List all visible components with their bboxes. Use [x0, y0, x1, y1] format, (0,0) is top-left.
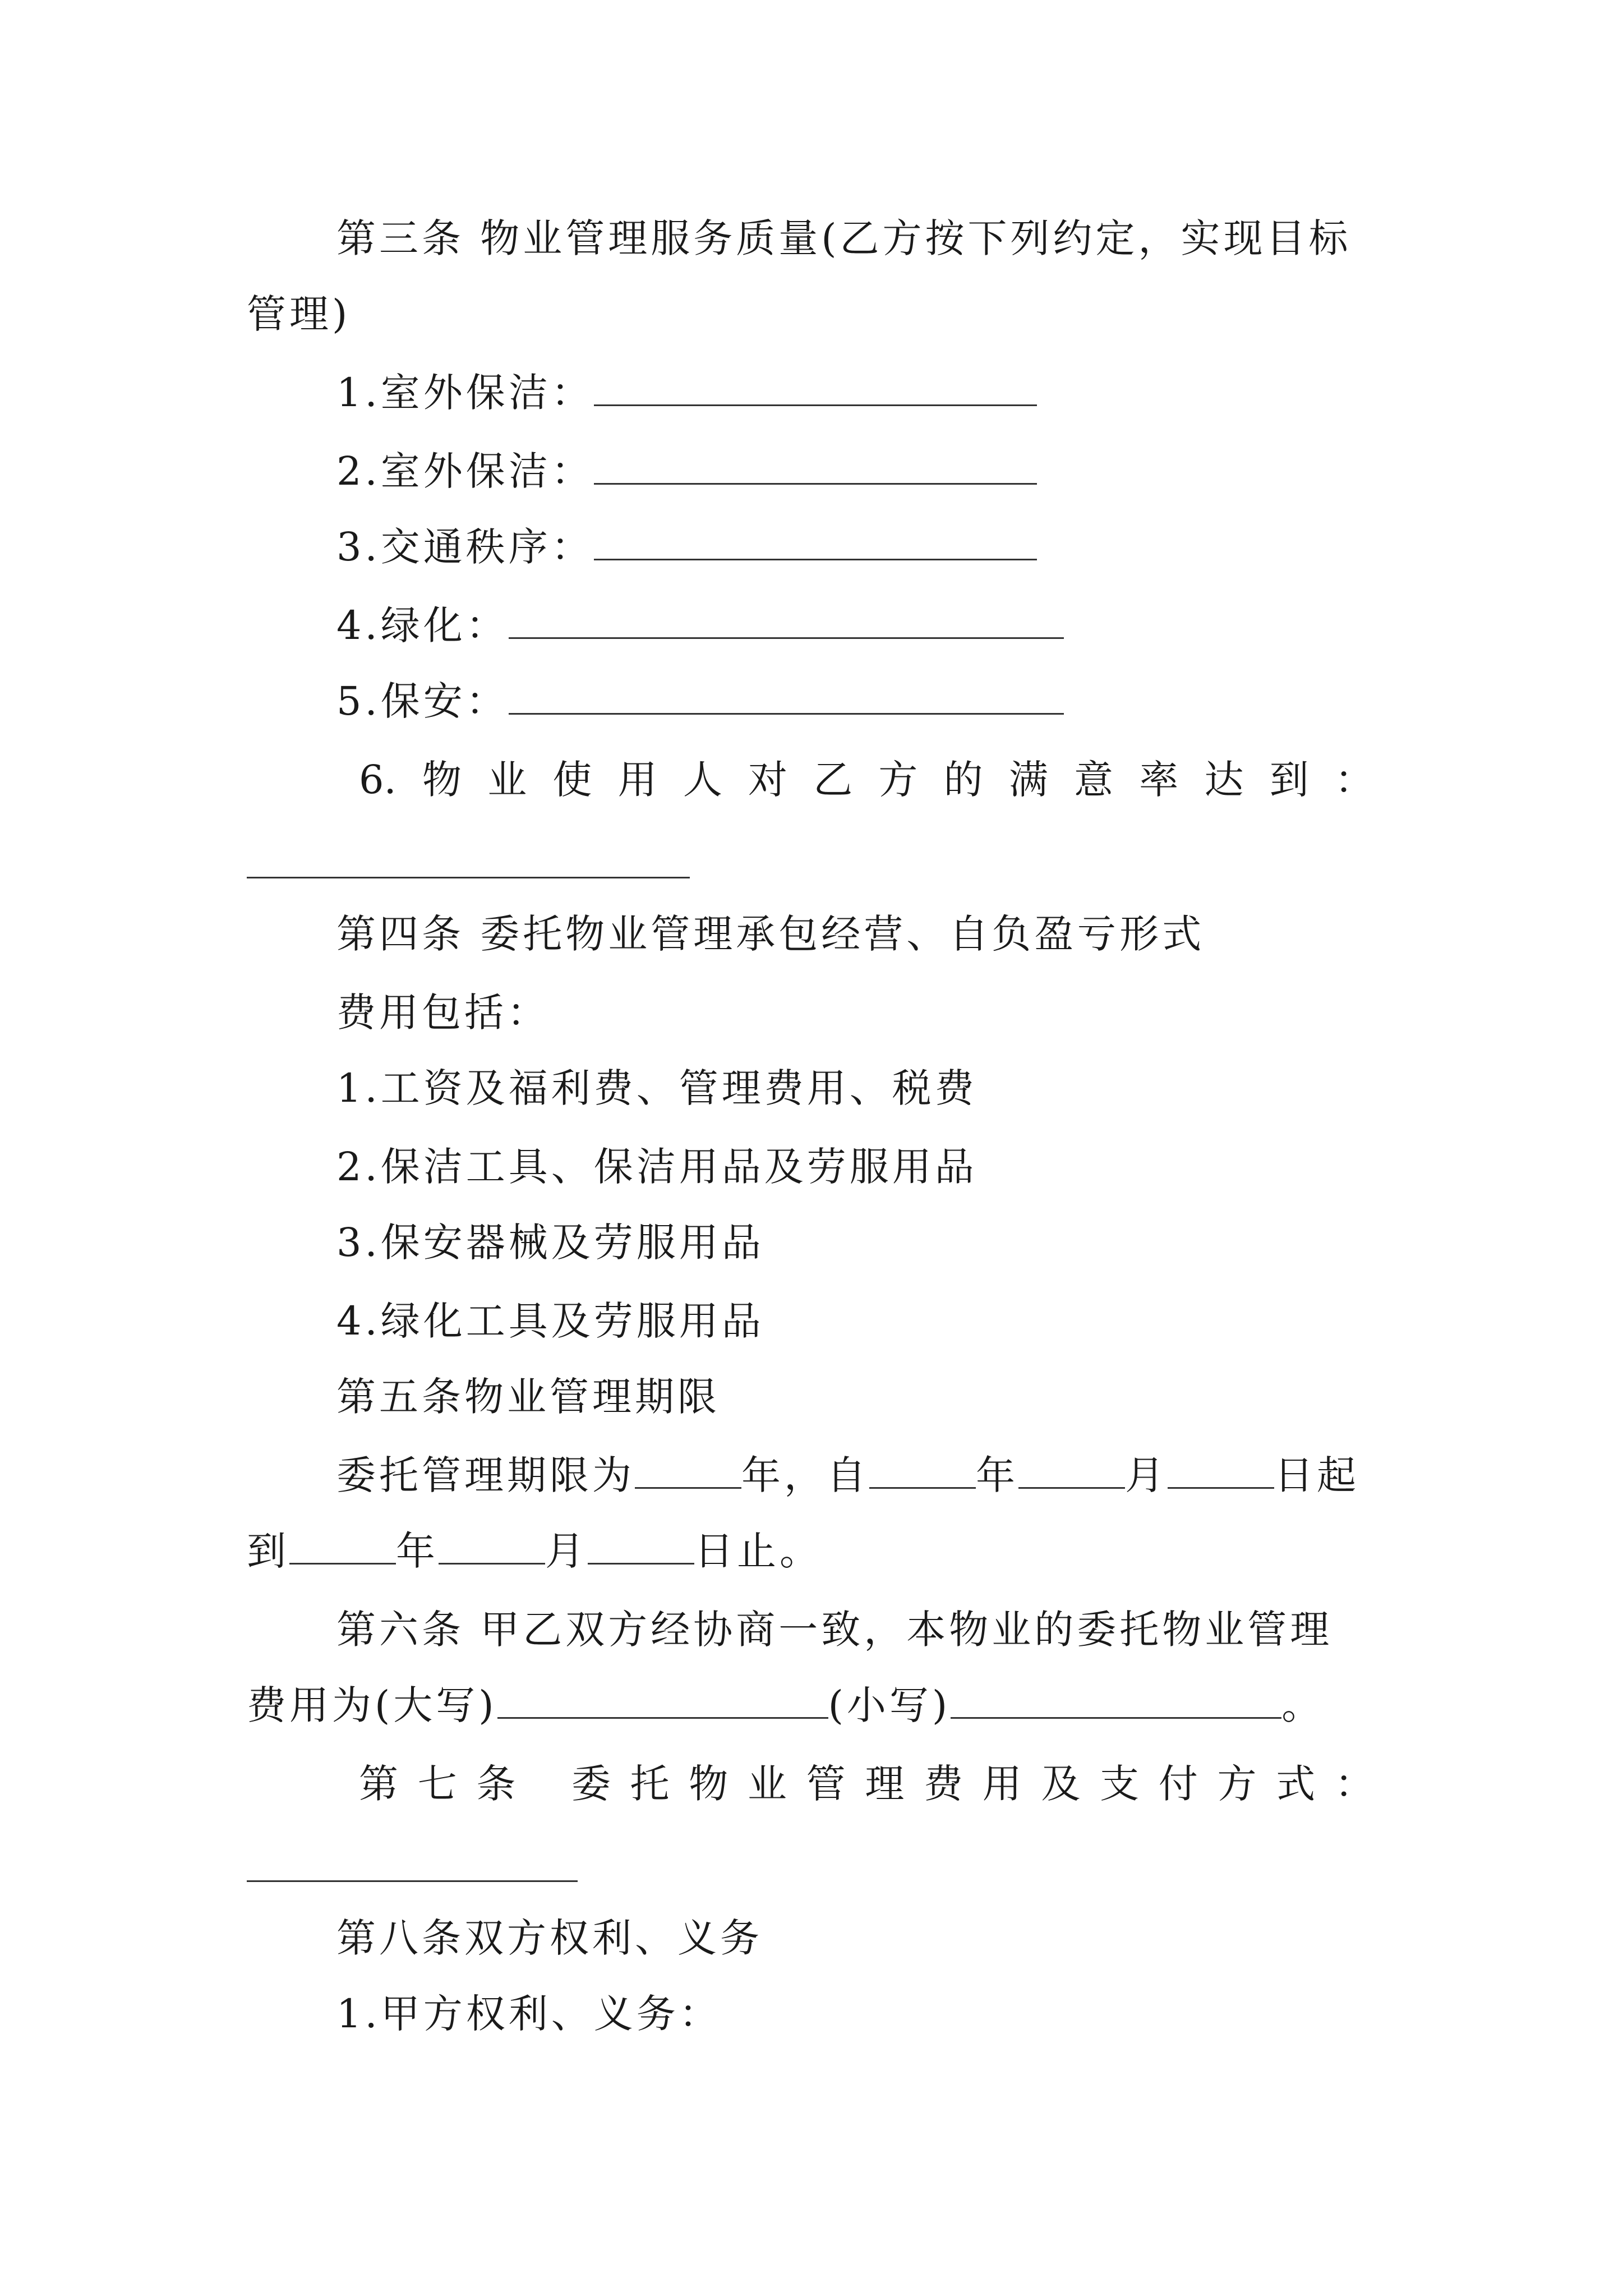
article3-item-5: [336, 676, 1064, 726]
char: 意: [1074, 757, 1114, 803]
article3-item-1: [336, 367, 1037, 418]
char: 第: [359, 1761, 398, 1807]
char: 理: [865, 1761, 905, 1807]
char: 费: [924, 1761, 963, 1807]
article8-title: 第八条双方权利、义务: [336, 1915, 763, 1961]
char: 式: [1276, 1761, 1316, 1807]
article3-item-6: [359, 754, 1374, 805]
start-day-blank[interactable]: [1168, 1452, 1274, 1489]
fill-blank[interactable]: [594, 448, 1037, 485]
article7-blank[interactable]: [247, 1880, 578, 1882]
article5-title: 第五条物业管理期限: [336, 1374, 720, 1420]
article3-item6-blank[interactable]: [247, 877, 690, 878]
item-label: 4.绿化：: [336, 602, 509, 648]
article4-item-1: 1.工资及福利费、管理费用、税费: [336, 1065, 978, 1111]
fill-blank[interactable]: [509, 602, 1064, 639]
item-label: 3.交通秩序：: [336, 524, 594, 570]
char: 业: [747, 1761, 787, 1807]
article5-line1: [336, 1450, 1359, 1501]
char: 用: [982, 1761, 1022, 1807]
text-segment: 年，自: [741, 1452, 869, 1498]
char: 业: [487, 757, 527, 803]
char: 达: [1204, 757, 1244, 803]
article7-title: [359, 1759, 1374, 1809]
article3-item-4: [336, 600, 1064, 651]
char-gap: [535, 1759, 552, 1809]
end-day-blank[interactable]: [588, 1528, 694, 1565]
article3-title-line2: 管理): [247, 291, 351, 337]
article4-subtitle: 费用包括：: [336, 990, 550, 1036]
text-segment: 月: [545, 1528, 588, 1574]
article3-title-line1: 第三条 物业管理服务质量(乙方按下列约定，实现目标: [336, 215, 1352, 261]
start-year-blank[interactable]: [869, 1452, 976, 1489]
text-segment: (小写): [828, 1682, 951, 1728]
char: 到: [1269, 757, 1309, 803]
article3-item-3: [336, 522, 1037, 572]
char: 的: [943, 757, 983, 803]
char: 及: [1041, 1761, 1081, 1807]
text-segment: 年: [396, 1528, 439, 1574]
item-label: 2.室外保洁：: [336, 448, 594, 494]
article8-item-1: 1.甲方权利、义务：: [336, 1991, 722, 2037]
char: 管: [806, 1761, 846, 1807]
char: 率: [1139, 757, 1179, 803]
article4-item-4: 4.绿化工具及劳服用品: [336, 1298, 764, 1344]
text-segment: 日起: [1274, 1452, 1359, 1498]
text-segment: 委托管理期限为: [336, 1452, 635, 1498]
item-label: 5.保安：: [336, 678, 509, 724]
char: 条: [476, 1761, 516, 1807]
end-year-blank[interactable]: [289, 1528, 396, 1565]
char: 乙: [813, 757, 853, 803]
amount-lower-blank[interactable]: [951, 1682, 1281, 1719]
text-segment: 到: [247, 1528, 289, 1574]
char: 物: [422, 757, 462, 803]
char: 支: [1100, 1761, 1140, 1807]
char: 委: [571, 1761, 611, 1807]
char: 对: [748, 757, 788, 803]
text-segment: 年: [976, 1452, 1018, 1498]
fill-blank[interactable]: [509, 678, 1064, 715]
end-month-blank[interactable]: [439, 1528, 545, 1565]
text-segment: 日止。: [694, 1528, 822, 1574]
char: 物: [689, 1761, 728, 1807]
char: 方: [1217, 1761, 1257, 1807]
article5-line2: [247, 1526, 822, 1576]
text-segment: 月: [1125, 1452, 1168, 1498]
item-label: 1.室外保洁：: [336, 370, 594, 416]
article6-line1: 第六条 甲乙双方经协商一致，本物业的委托物业管理: [336, 1607, 1333, 1653]
char: 付: [1158, 1761, 1198, 1807]
fill-blank[interactable]: [594, 370, 1037, 406]
fill-blank[interactable]: [594, 524, 1037, 560]
char: 使: [552, 757, 592, 803]
text-segment: 费用为(大写): [247, 1682, 497, 1728]
char: 满: [1008, 757, 1048, 803]
article3-item-2: [336, 446, 1037, 496]
char: ：: [1334, 757, 1374, 803]
char: 托: [630, 1761, 670, 1807]
years-blank[interactable]: [635, 1452, 741, 1489]
char: 6.: [359, 757, 396, 803]
amount-upper-blank[interactable]: [497, 1682, 828, 1719]
char: 用: [617, 757, 657, 803]
char: 人: [683, 757, 722, 803]
article4-title: 第四条 委托物业管理承包经营、自负盈亏形式: [336, 911, 1205, 957]
text-segment: 。: [1281, 1682, 1325, 1728]
char: 七: [417, 1761, 457, 1807]
char: 方: [878, 757, 918, 803]
article4-item-2: 2.保洁工具、保洁用品及劳服用品: [336, 1144, 978, 1190]
article4-item-3: 3.保安器械及劳服用品: [336, 1220, 764, 1266]
start-month-blank[interactable]: [1018, 1452, 1125, 1489]
article6-line2: [247, 1680, 1324, 1731]
char: ：: [1334, 1761, 1374, 1807]
